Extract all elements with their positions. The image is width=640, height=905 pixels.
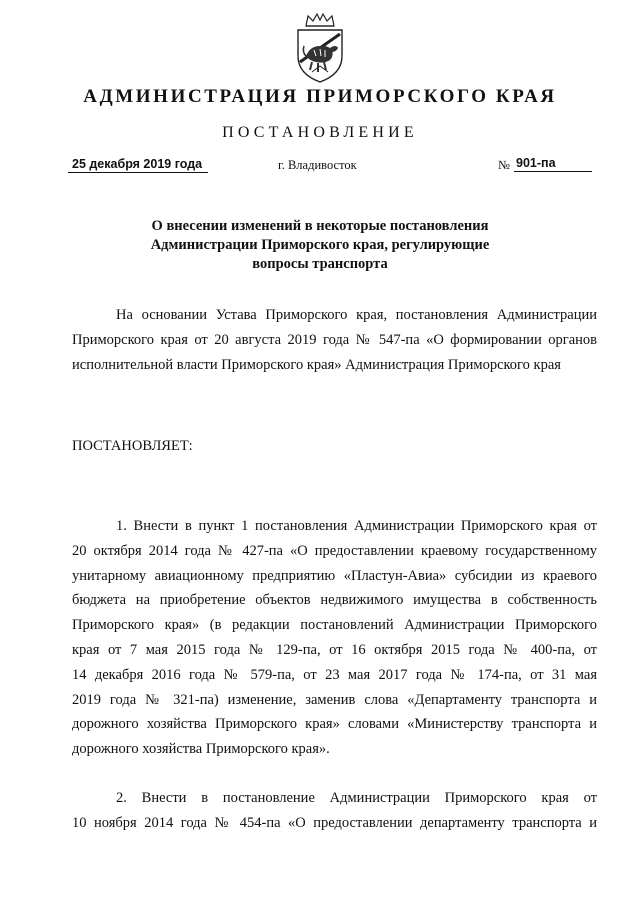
paragraph-line: унитарному авиационному предприятию «Пластун-Авиа» субсидии из краевого — [72, 567, 597, 584]
organization-name: АДМИНИСТРАЦИЯ ПРИМОРСКОГО КРАЯ — [83, 86, 557, 107]
title-line: Администрации Приморского края, регулирующие — [150, 237, 490, 253]
title-line: вопросы транспорта — [252, 256, 388, 272]
document-number: 901-па — [514, 155, 592, 172]
title-line: О внесении изменений в некоторые постановления — [151, 218, 489, 234]
basis-paragraph — [72, 303, 597, 377]
document-city: г. Владивосток — [278, 158, 357, 172]
paragraph-line: 20 октября 2014 года № 427-па «О предоставлении краевому государственному — [72, 542, 597, 559]
paragraph-line: 14 декабря 2016 года № 579-па, от 23 мая 2017 года № 174-па, от 31 мая — [72, 666, 597, 683]
paragraph-line: дорожного хозяйства Приморского края». — [72, 741, 330, 758]
paragraph-line: Приморского края от 20 августа 2019 года № 547-па «О формировании органов — [72, 331, 597, 348]
document-title — [80, 217, 560, 274]
paragraph-line: дорожного хозяйства Приморского края» словами «Министерству транспорта и — [72, 716, 597, 733]
paragraph-line: На основании Устава Приморского края, постановления Администрации — [116, 307, 597, 323]
decree-item-2 — [72, 786, 597, 836]
decree-item-1 — [72, 514, 597, 762]
paragraph-line: исполнительной власти Приморского края» Администрация Приморского края — [72, 356, 561, 373]
document-type: ПОСТАНОВЛЕНИЕ — [222, 124, 418, 141]
decree-heading: ПОСТАНОВЛЯЕТ: — [72, 438, 193, 454]
paragraph-line: 2. Внести в постановление Администрации Приморского края от — [116, 790, 597, 806]
document-number-label: № — [498, 158, 510, 172]
paragraph-line: 1. Внести в пункт 1 постановления Администрации Приморского края от — [116, 518, 597, 534]
paragraph-line: края от 7 мая 2015 года № 129-па, от 16 октября 2015 года № 400-па, от — [72, 641, 597, 658]
coat-of-arms-icon — [290, 12, 350, 84]
paragraph-line: Приморского края» (в редакции постановлений Администрации Приморского — [72, 617, 597, 634]
document-date: 25 декабря 2019 года — [68, 156, 208, 173]
paragraph-line: 2019 года № 321-па) изменение, заменив слова «Департаменту транспорта и — [72, 691, 597, 708]
paragraph-line: бюджета на приобретение объектов недвижимого имущества в собственность — [72, 592, 597, 609]
paragraph-line: 10 ноября 2014 года № 454-па «О предоставлении департаменту транспорта и — [72, 814, 597, 831]
